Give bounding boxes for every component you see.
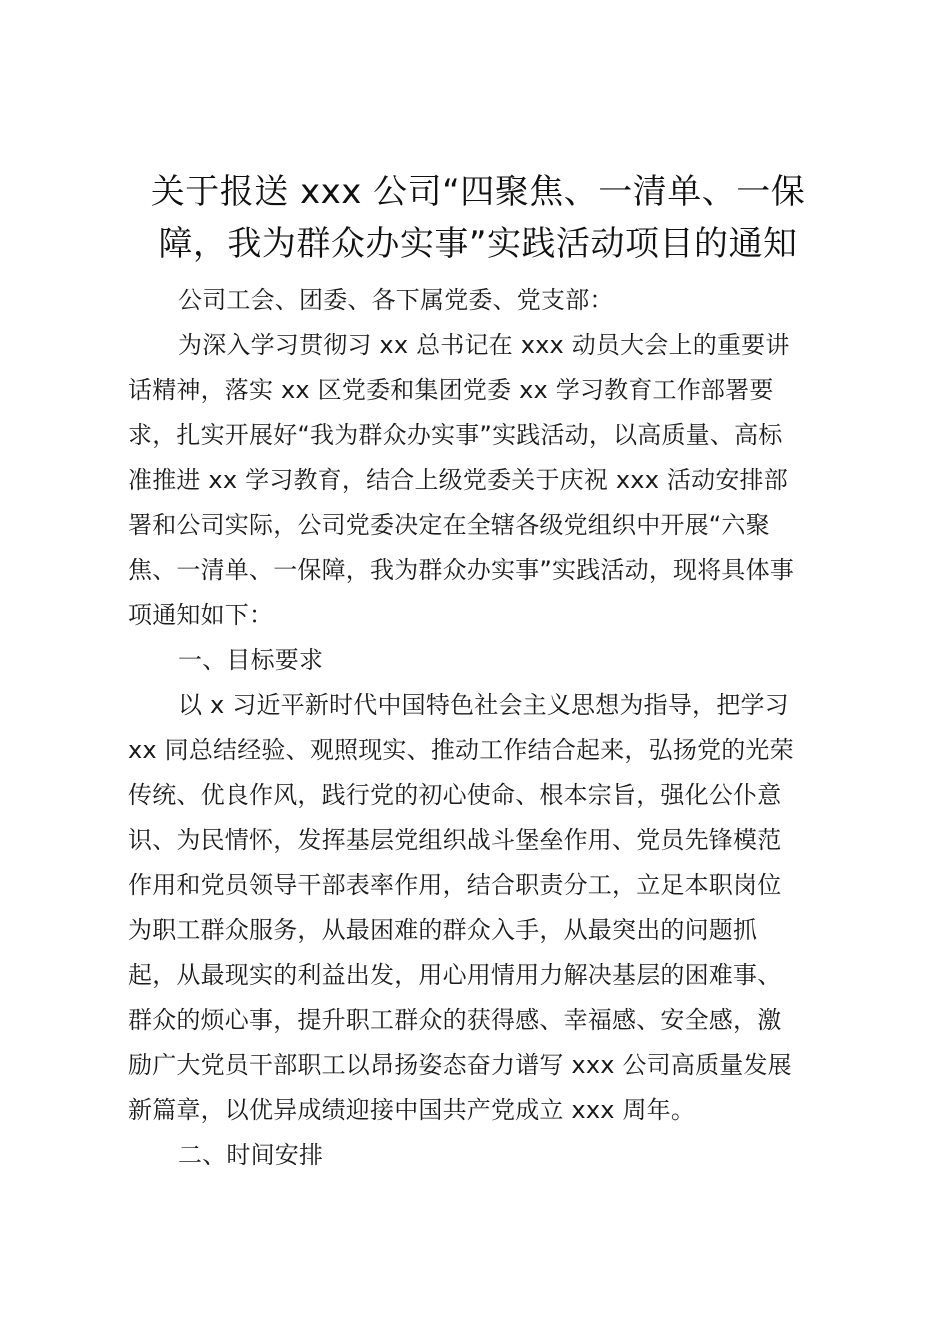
paragraph-line: 为深入学习贯彻习 xx 总书记在 xxx 动员大会上的重要讲 [178, 331, 790, 359]
paragraph-line: 项通知如下： [128, 601, 274, 629]
paragraph-line: 识、为民情怀，发挥基层党组织战斗堡垒作用、党员先锋模范 [128, 826, 782, 854]
title-line: 关于报送 xxx 公司“四聚焦、一清单、一保 [150, 172, 806, 212]
paragraph-line: 起，从最现实的利益出发，用心用情用力解决基层的困难事、 [128, 961, 782, 989]
paragraph-line: 求，扎实开展好“我为群众办实事”实践活动，以高质量、高标 [128, 421, 783, 449]
document-body [128, 278, 838, 1178]
section-heading: 二、时间安排 [178, 1141, 324, 1169]
paragraph-line: 群众的烦心事，提升职工群众的获得感、幸福感、安全感，激 [128, 1006, 782, 1034]
paragraph-line: 励广大党员干部职工以昂扬姿态奋力谱写 xxx 公司高质量发展 [128, 1051, 792, 1079]
salutation: 公司工会、团委、各下属党委、党支部： [178, 286, 614, 314]
paragraph-line: 新篇章，以优异成绩迎接中国共产党成立 xxx 周年。 [128, 1096, 696, 1124]
paragraph-line: 以 x 习近平新时代中国特色社会主义思想为指导，把学习 [178, 691, 789, 719]
paragraph-line: xx 同总结经验、观照现实、推动工作结合起来，弘扬党的光荣 [128, 736, 794, 764]
section-heading: 一、目标要求 [178, 646, 324, 674]
paragraph-line: 焦、一清单、一保障，我为群众办实事”实践活动，现将具体事 [128, 556, 795, 584]
paragraph-line: 为职工群众服务，从最困难的群众入手，从最突出的问题抓 [128, 916, 758, 944]
paragraph-line: 署和公司实际，公司党委决定在全辖各级党组织中开展“六聚 [128, 511, 770, 539]
document-title [128, 166, 828, 270]
paragraph-line: 传统、优良作风，践行党的初心使命、根本宗旨，强化公仆意 [128, 781, 782, 809]
paragraph-line: 作用和党员领导干部表率作用，结合职责分工，立足本职岗位 [128, 871, 782, 899]
title-line: 障，我为群众办实事”实践活动项目的通知 [158, 224, 798, 264]
paragraph-line: 准推进 xx 学习教育，结合上级党委关于庆祝 xxx 活动安排部 [128, 466, 788, 494]
paragraph-line: 话精神，落实 xx 区党委和集团党委 xx 学习教育工作部署要 [128, 376, 774, 404]
